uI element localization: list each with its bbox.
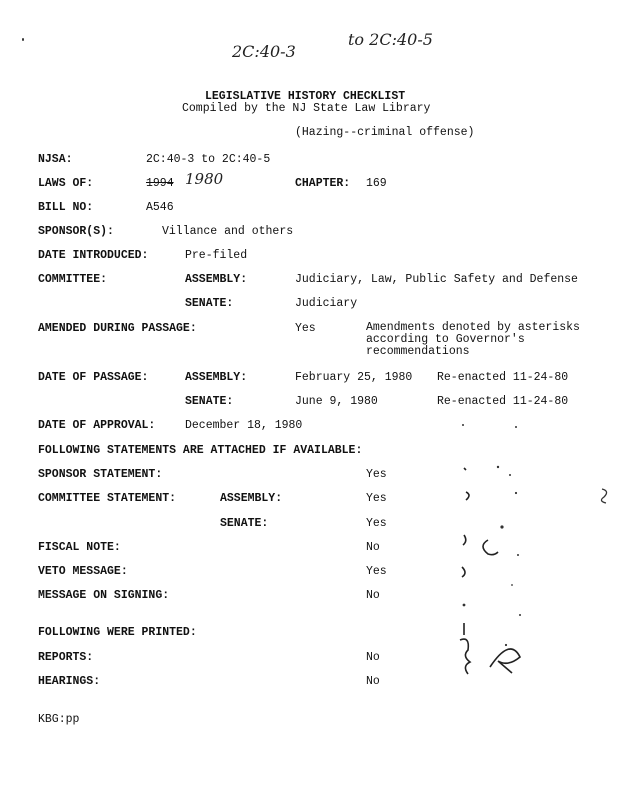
amended-note: Amendments denoted by asterisks according to Governor's recommendations (366, 321, 580, 358)
fiscal-note-label: FISCAL NOTE: (38, 541, 121, 554)
njsa-value: 2C:40-3 to 2C:40-5 (146, 153, 271, 166)
hearings-label: HEARINGS: (38, 675, 101, 688)
sponsor-value: Villance and others (162, 225, 294, 238)
message-on-signing-label: MESSAGE ON SIGNING: (38, 589, 170, 602)
scan-artifact-margin-mark (598, 486, 614, 506)
date-introduced-value: Pre-filed (185, 249, 248, 262)
veto-message-value: Yes (366, 565, 387, 578)
scan-speck (515, 426, 517, 428)
sponsor-statement-label: SPONSOR STATEMENT: (38, 468, 163, 481)
veto-message-label: VETO MESSAGE: (38, 565, 128, 578)
date-introduced-label: DATE INTRODUCED: (38, 249, 149, 262)
laws-of-struck-value: 1994 (146, 177, 174, 190)
sponsor-statement-value: Yes (366, 468, 387, 481)
committee-statement-senate-value: Yes (366, 517, 387, 530)
approval-value: December 18, 1980 (185, 419, 303, 432)
amended-label: AMENDED DURING PASSAGE: (38, 322, 197, 335)
committee-statement-senate-label: SENATE: (220, 517, 269, 530)
committee-statement-assembly-value: Yes (366, 492, 387, 505)
committee-senate-value: Judiciary (295, 297, 358, 310)
committee-assembly-value: Judiciary, Law, Public Safety and Defense (295, 273, 578, 286)
bill-no-value: A546 (146, 201, 174, 214)
passage-label: DATE OF PASSAGE: (38, 371, 149, 384)
chapter-value: 169 (366, 177, 387, 190)
passage-senate-note: Re-enacted 11-24-80 (437, 395, 569, 408)
hearings-value: No (366, 675, 380, 688)
passage-assembly-note: Re-enacted 11-24-80 (437, 371, 569, 384)
passage-assembly-date: February 25, 1980 (295, 371, 413, 384)
reports-label: REPORTS: (38, 651, 94, 664)
handwritten-citation-end: to 2C:40-5 (348, 30, 433, 49)
passage-assembly-label: ASSEMBLY: (185, 371, 248, 384)
njsa-label: NJSA: (38, 153, 73, 166)
committee-senate-label: SENATE: (185, 297, 234, 310)
bill-no-label: BILL NO: (38, 201, 94, 214)
handwritten-citation-start: 2C:40-3 (232, 42, 296, 61)
fiscal-note-value: No (366, 541, 380, 554)
committee-assembly-label: ASSEMBLY: (185, 273, 248, 286)
scan-speck (462, 424, 464, 426)
reports-value: No (366, 651, 380, 664)
document-title: LEGISLATIVE HISTORY CHECKLIST (205, 90, 406, 103)
chapter-label: CHAPTER: (295, 177, 351, 190)
sponsor-label: SPONSOR(S): (38, 225, 114, 238)
attached-heading: FOLLOWING STATEMENTS ARE ATTACHED IF AVAILABLE: (38, 444, 363, 457)
passage-senate-label: SENATE: (185, 395, 234, 408)
committee-label: COMMITTEE: (38, 273, 108, 286)
message-on-signing-value: No (366, 589, 380, 602)
laws-of-label: LAWS OF: (38, 177, 94, 190)
scan-speck (22, 38, 24, 41)
laws-of-handwritten-year: 1980 (185, 170, 224, 188)
typist-initials: KBG:pp (38, 713, 80, 726)
committee-statement-label: COMMITTEE STATEMENT: (38, 492, 177, 505)
amended-value: Yes (295, 322, 316, 335)
printed-heading: FOLLOWING WERE PRINTED: (38, 626, 197, 639)
document-subtitle: Compiled by the NJ State Law Library (182, 102, 431, 115)
approval-label: DATE OF APPROVAL: (38, 419, 156, 432)
scan-artifact-marks (440, 455, 550, 705)
passage-senate-date: June 9, 1980 (295, 395, 378, 408)
document-topic: (Hazing--criminal offense) (295, 126, 475, 139)
committee-statement-assembly-label: ASSEMBLY: (220, 492, 283, 505)
